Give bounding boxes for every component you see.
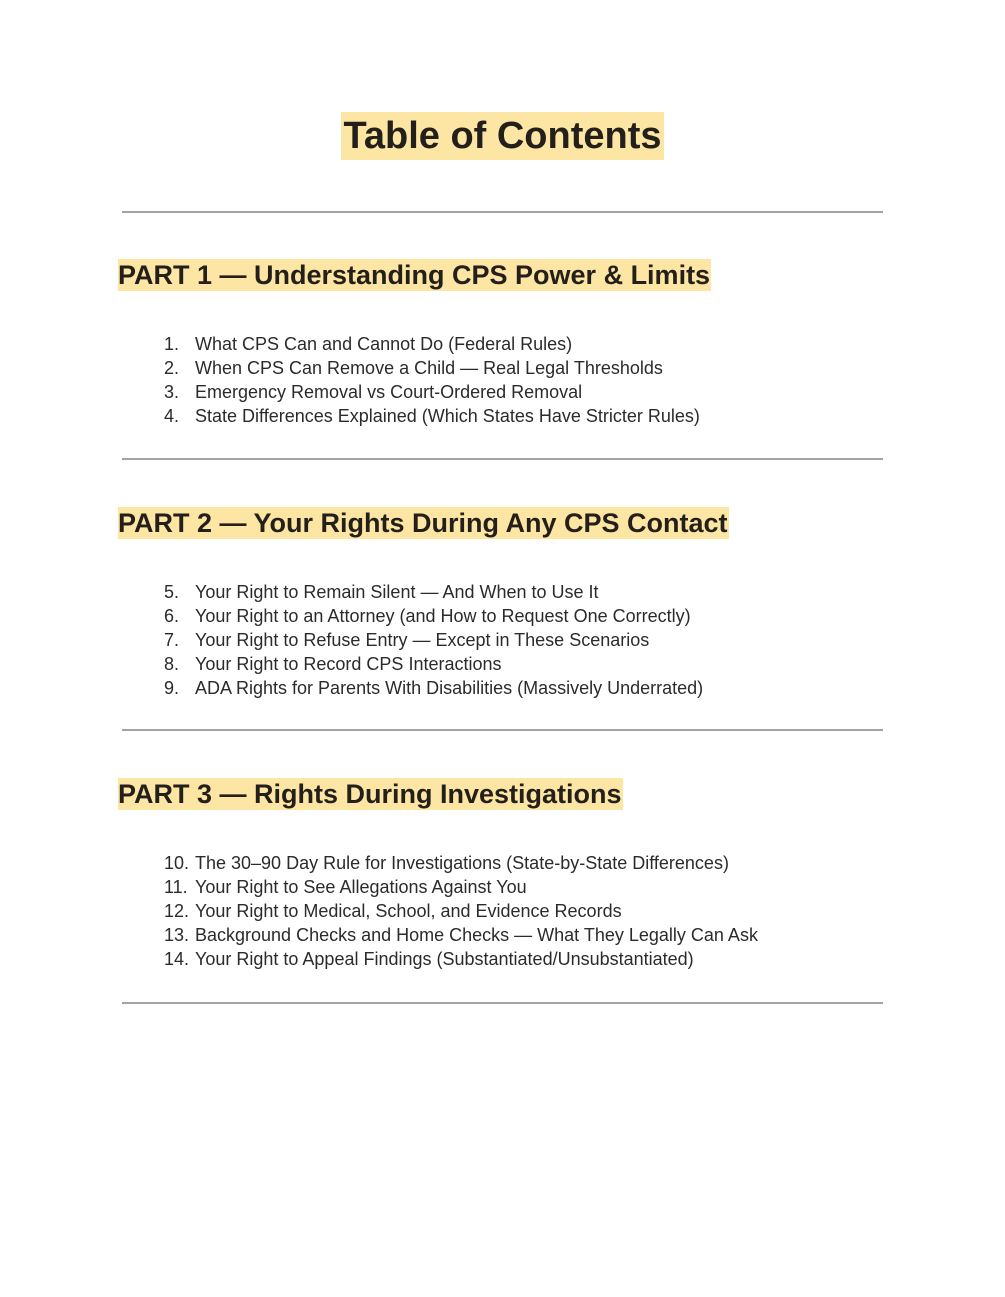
toc-item-number: 11.: [164, 877, 188, 897]
toc-item: [164, 604, 703, 628]
toc-item: [164, 628, 703, 652]
divider: [122, 458, 883, 460]
part-3-heading: [118, 777, 623, 811]
toc-item-text: State Differences Explained (Which States Have Stricter Rules): [195, 406, 700, 426]
part-2-heading-text: PART 2 — Your Rights During Any CPS Contact: [118, 508, 728, 538]
toc-item-number: 7.: [164, 630, 180, 650]
part-1-heading-text: PART 1 — Understanding CPS Power & Limits: [118, 260, 711, 290]
toc-item: [164, 580, 703, 604]
toc-item: [164, 652, 703, 676]
divider: [122, 1002, 883, 1004]
part-1-list: [164, 332, 700, 428]
toc-item-number: 12.: [164, 901, 190, 921]
part-2-heading: [118, 506, 729, 540]
toc-item-number: 3.: [164, 382, 180, 402]
toc-item-text: The 30–90 Day Rule for Investigations (State-by-State Differences): [195, 853, 729, 873]
toc-item-text: Your Right to Appeal Findings (Substantiated/Unsubstantiated): [195, 949, 694, 969]
toc-item-text: When CPS Can Remove a Child — Real Legal Thresholds: [195, 358, 663, 378]
toc-item: [164, 947, 758, 971]
toc-item-number: 1.: [164, 334, 180, 354]
divider: [122, 211, 883, 213]
toc-item: [164, 851, 758, 875]
toc-item-number: 9.: [164, 678, 180, 698]
toc-item-number: 2.: [164, 358, 180, 378]
toc-item-text: Your Right to Remain Silent — And When to Use It: [195, 582, 599, 602]
toc-item-number: 4.: [164, 406, 180, 426]
part-3-list: [164, 851, 758, 971]
toc-item-text: ADA Rights for Parents With Disabilities (Massively Underrated): [195, 678, 704, 698]
toc-item-text: Emergency Removal vs Court-Ordered Removal: [195, 382, 583, 402]
toc-item-text: Background Checks and Home Checks — What They Legally Can Ask: [195, 925, 758, 945]
toc-item-text: What CPS Can and Cannot Do (Federal Rules): [195, 334, 573, 354]
toc-item-number: 13.: [164, 925, 190, 945]
toc-item-number: 10.: [164, 853, 190, 873]
part-3-heading-text: PART 3 — Rights During Investigations: [118, 779, 622, 809]
toc-item-text: Your Right to Record CPS Interactions: [195, 654, 502, 674]
toc-item: [164, 356, 700, 380]
toc-item: [164, 380, 700, 404]
divider: [122, 729, 883, 731]
toc-item: [164, 676, 703, 700]
toc-item-text: Your Right to an Attorney (and How to Request One Correctly): [195, 606, 691, 626]
toc-item-number: 8.: [164, 654, 180, 674]
toc-item-number: 14.: [164, 949, 190, 969]
page-title: [0, 114, 1005, 158]
toc-item-number: 5.: [164, 582, 180, 602]
part-1-heading: [118, 258, 711, 292]
part-2-list: [164, 580, 703, 700]
toc-item-text: Your Right to Refuse Entry — Except in These Scenarios: [195, 630, 650, 650]
toc-item-text: Your Right to Medical, School, and Evidence Records: [195, 901, 622, 921]
toc-item: [164, 332, 700, 356]
toc-item: [164, 875, 758, 899]
toc-item: [164, 899, 758, 923]
toc-item: [164, 404, 700, 428]
toc-item-text: Your Right to See Allegations Against You: [195, 877, 527, 897]
page-title-text: Table of Contents: [341, 112, 663, 160]
toc-item: [164, 923, 758, 947]
toc-item-number: 6.: [164, 606, 180, 626]
